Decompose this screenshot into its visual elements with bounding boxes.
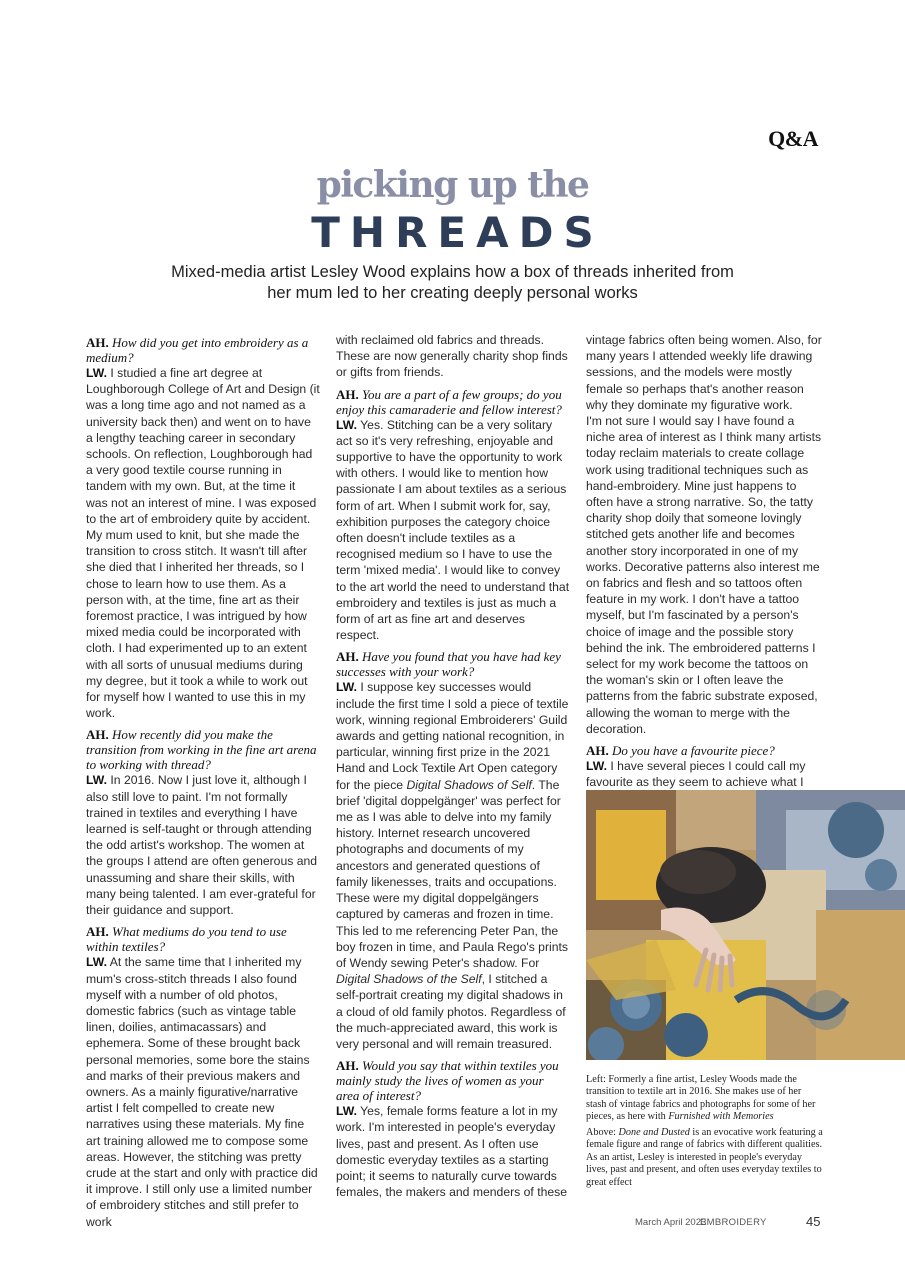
- question: AH. Would you say that within textiles you mainly study the lives of women as your area of interest?: [336, 1058, 559, 1104]
- question: AH. What mediums do you tend to use within textiles?: [86, 924, 287, 955]
- answer-continued: vintage fabrics often being women. Also, for many years I attended weekly life drawing sessions, and the models were mostly female so perhaps that's another reason why they dominate my figurative work.: [586, 333, 822, 412]
- page-number: 45: [806, 1214, 821, 1229]
- caption-above: Above: Done and Dusted is an evocative work featuring a female figure and range of fabrics with different qualities. As an artist, Lesley is interested in people's everyday lives, past and present, and often uses everyday textiles to great effect: [586, 1127, 823, 1188]
- artwork-image: [586, 790, 905, 1060]
- question: AH. Have you found that you have had key successes with your work?: [336, 649, 561, 680]
- headline-line-1: picking up the: [316, 164, 589, 206]
- textile-artwork-illustration: [586, 790, 905, 1060]
- caption-left: Left: Formerly a fine artist, Lesley Woods made the transition to textile art in 2016. She makes use of her stash of vintage fabrics and photographs for some of her pieces, as here with Furnished with Memories: [586, 1074, 816, 1123]
- footer-magazine: EMBROIDERY: [700, 1217, 767, 1228]
- column-1: [86, 332, 320, 1230]
- answer: LW. In 2016. Now I just love it, although I also still love to paint. I'm not formally trained in textiles and everything I have learned is self-taught or through attending the odd artist's workshop. The women at the groups I attend are often generous and unassuming and share their skills, with many being talented. I am ever-grateful for their guidance and support.: [86, 773, 318, 918]
- standfirst: Mixed-media artist Lesley Wood explains how a box of threads inherited from her mum led to her creating deeply personal works: [171, 263, 734, 302]
- answer: LW. I studied a fine art degree at Loughborough College of Art and Design (it was a long time ago and not named as a university back then) and went on to have a lengthy teaching career in secondary schools. On reflection, Loughborough had a very good textile course running in tandem with my own. But, at the time it was not an interest of mine. I was exposed to the art of embroidery quite by accident. My mum used to knit, but she made the transition to cross stitch. It wasn't till after she died that I inherited her threads, so I chose to learn how to use them. As a person with, at the time, fine art as their foremost practice, I was intrigued by how mixed media could be incorporated with cloth. I had experimented up to an extent with all sorts of unusual mediums during my degree, but it took a while to work out for myself how I wanted to use this in my work.: [86, 366, 320, 721]
- answer: LW. I suppose key successes would include the first time I sold a piece of textile work, winning regional Embroiderers' Guild awards and getting national recognition, in particular, winning first prize in the 2021 Hand and Lock Textile Art Open category for the piece Digital Shadows of Self. The brief 'digital doppelgänger' was perfect for me as I was able to delve into my family history. Internet research uncovered photographs and documents of my ancestors and generated questions of family likenesses, traits and occupations. These were my digital doppelgängers captured by cameras and frozen in time. This led to me referencing Peter Pan, the boy frozen in time, and Paula Rego's prints of Wendy sewing Peter's shadow. For Digital Shadows of the Self, I stitched a self-portrait creating my digital shadows in a cloud of old family photos. Regardless of the much-appreciated award, this work is very personal and will remain treasured.: [336, 680, 569, 1051]
- question: AH. How recently did you make the transition from working in the fine art arena to working with thread?: [86, 727, 317, 773]
- footer-date: March April 2023: [635, 1217, 707, 1228]
- section-label: Q&A: [768, 126, 818, 151]
- question: AH. How did you get into embroidery as a medium?: [86, 335, 309, 365]
- answer: LW. I have several pieces I could call my favourite as they seem to achieve what I: [586, 759, 806, 790]
- question: AH. Do you have a favourite piece?: [586, 743, 775, 759]
- question: AH. You are a part of a few groups; do you enjoy this camaraderie and fellow interest?: [336, 386, 562, 417]
- column-2: [336, 332, 570, 1200]
- answer: LW. Yes, female forms feature a lot in my work. I'm interested in people's everyday lives, past and present. As I often use domestic everyday textiles as a starting point; it seems to naturally curve towards females, the makers and menders of these: [336, 1104, 568, 1200]
- headline-line-2: THREADS: [311, 208, 604, 257]
- column-3: [586, 332, 822, 790]
- answer: LW. At the same time that I inherited my mum's cross-stitch threads I also found myself with a number of old photos, domestic fabrics (such as vintage table linen, doilies, antimacassars) and ephemera. Some of these brought back personal memories, some bore the stains and marks of their previous makers and owners. As a mainly figurative/narrative artist I felt compelled to create new narratives using these materials. My fine art training allowed me to compose some areas. However, the stitching was pretty crude at the start and only with practice did it improve. I still only use a limited number of embroidery stitches and still prefer to work: [86, 955, 318, 1229]
- answer-continued: with reclaimed old fabrics and threads. These are now generally charity shop finds or gifts from friends.: [336, 333, 568, 380]
- answer-paragraph: I'm not sure I would say I have found a niche area of interest as I think many artists today reclaim materials to create collage work using traditional techniques such as hand-embroidery. Mine just happens to often have a strong narrative. So, the tatty charity shop doily that someone lovingly stitched gets another life and becomes another story incorporated in one of my works. Decorative patterns also interest me on fabrics and flesh and so tattoos often feature in my work. I don't have a tattoo myself, but I'm fascinated by a person's choice of image and the possible story behind the ink. The embroidered patterns I select for my work become the tattoos on the woman's skin or I often leave the patterns from the fabric substrate exposed, allowing the woman to merge with the decoration.: [586, 414, 822, 736]
- answer: LW. Yes. Stitching can be a very solitary act so it's very refreshing, enjoyable and supportive to have the opportunity to work with others. I would like to mention how passionate I am about textiles as a serious form of art. When I submit work for, say, exhibition purposes the category choice often doesn't include textiles as a recognised medium so I have to use the term 'mixed media'. I would like to convey to the art world the need to understand that embroidery and textiles is just as much a form of art as fine art and deserves respect.: [336, 417, 570, 643]
